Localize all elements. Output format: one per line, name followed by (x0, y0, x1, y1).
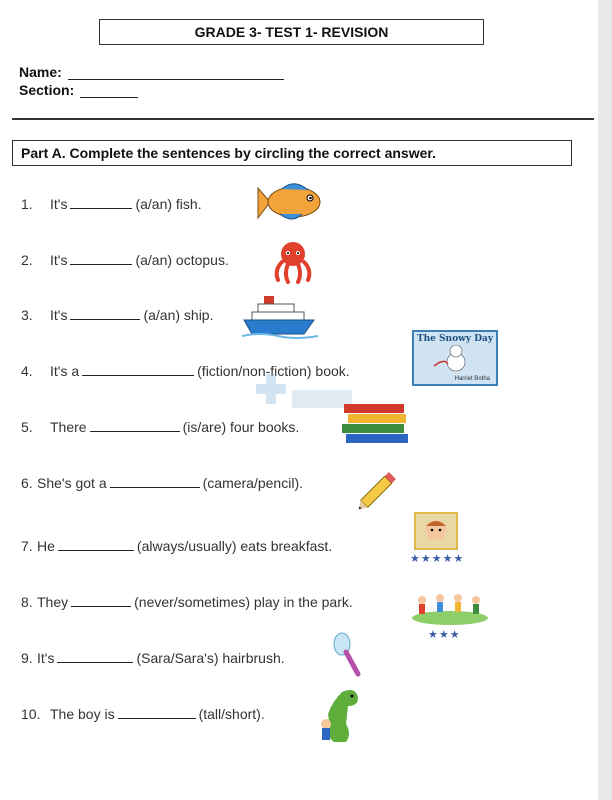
name-line (68, 65, 284, 80)
question-text-before: It's (50, 252, 68, 268)
question-text-after: (a/an) octopus. (135, 252, 229, 268)
question-text-after: (tall/short). (198, 706, 265, 722)
snowman-icon (414, 344, 496, 374)
question-text-after: (Sara/Sara's) hairbrush. (136, 650, 285, 666)
part-a-instruction: Part A. Complete the sentences by circling the correct answer. (12, 140, 572, 166)
question-number: 8. (21, 594, 33, 610)
rating-stars-park: ★★★ (428, 629, 461, 641)
question-number: 4. (21, 363, 33, 379)
question-text-after: (a/an) ship. (143, 307, 214, 323)
section-line (80, 83, 138, 98)
section-label: Section: (19, 82, 75, 98)
question-2 (21, 252, 229, 268)
question-9 (21, 650, 285, 666)
question-number: 5. (21, 419, 33, 435)
question-8 (21, 594, 353, 610)
answer-blank (71, 594, 131, 607)
question-number: 7. (21, 538, 33, 554)
boy-breakfast-picture (414, 512, 458, 550)
answer-blank (70, 307, 140, 320)
hairbrush-icon (330, 632, 364, 678)
question-text-before: She's got a (37, 475, 107, 491)
kids-park-icon (410, 586, 488, 626)
dinosaur-boy-icon (312, 684, 368, 746)
rating-stars-breakfast: ★★★★★ (410, 553, 465, 565)
section-field (19, 82, 138, 98)
question-number: 9. (21, 650, 33, 666)
question-text-before: They (37, 594, 69, 610)
book-cover (412, 330, 498, 386)
question-text-after: (is/are) four books. (182, 419, 300, 435)
question-text-before: There (50, 419, 87, 435)
question-6 (21, 475, 303, 491)
question-text-after: (camera/pencil). (202, 475, 303, 491)
question-text-before: He (37, 538, 55, 554)
question-3 (21, 307, 214, 323)
answer-blank (57, 650, 133, 663)
answer-blank (82, 363, 194, 376)
books-stack-icon (342, 400, 410, 446)
question-text-after: (a/an) fish. (135, 196, 202, 212)
question-7 (21, 538, 332, 554)
question-text-before: It's (50, 196, 68, 212)
question-number: 6. (21, 475, 33, 491)
question-1 (21, 196, 202, 212)
question-10 (21, 706, 265, 722)
answer-blank (110, 475, 200, 488)
question-text-before: It's (50, 307, 68, 323)
question-text-before: The boy is (50, 706, 115, 722)
question-text-before: It's (37, 650, 55, 666)
answer-blank (70, 252, 132, 265)
boy-face-icon (416, 514, 456, 548)
question-text-after: (fiction/non-fiction) book. (197, 363, 350, 379)
pencil-icon (354, 464, 404, 514)
fish-icon (252, 180, 332, 226)
question-number: 3. (21, 307, 33, 323)
book-cover-title: The Snowy Day (416, 334, 494, 344)
answer-blank (90, 419, 180, 432)
divider (12, 118, 594, 120)
octopus-icon (270, 240, 316, 284)
name-label: Name: (19, 64, 62, 80)
name-field (19, 64, 284, 80)
answer-blank (70, 196, 132, 209)
book-cover-author: Harriet Botha (454, 376, 490, 382)
question-text-after: (always/usually) eats breakfast. (136, 538, 333, 554)
answer-blank (118, 706, 196, 719)
ship-icon (242, 292, 318, 340)
question-text-before: It's a (50, 363, 80, 379)
question-text-after: (never/sometimes) play in the park. (134, 594, 353, 610)
question-number: 1. (21, 196, 33, 212)
question-number: 2. (21, 252, 33, 268)
question-number: 10. (21, 706, 41, 722)
page-title: GRADE 3- TEST 1- REVISION (99, 19, 484, 45)
scrollbar[interactable] (598, 0, 612, 800)
answer-blank (58, 538, 134, 551)
